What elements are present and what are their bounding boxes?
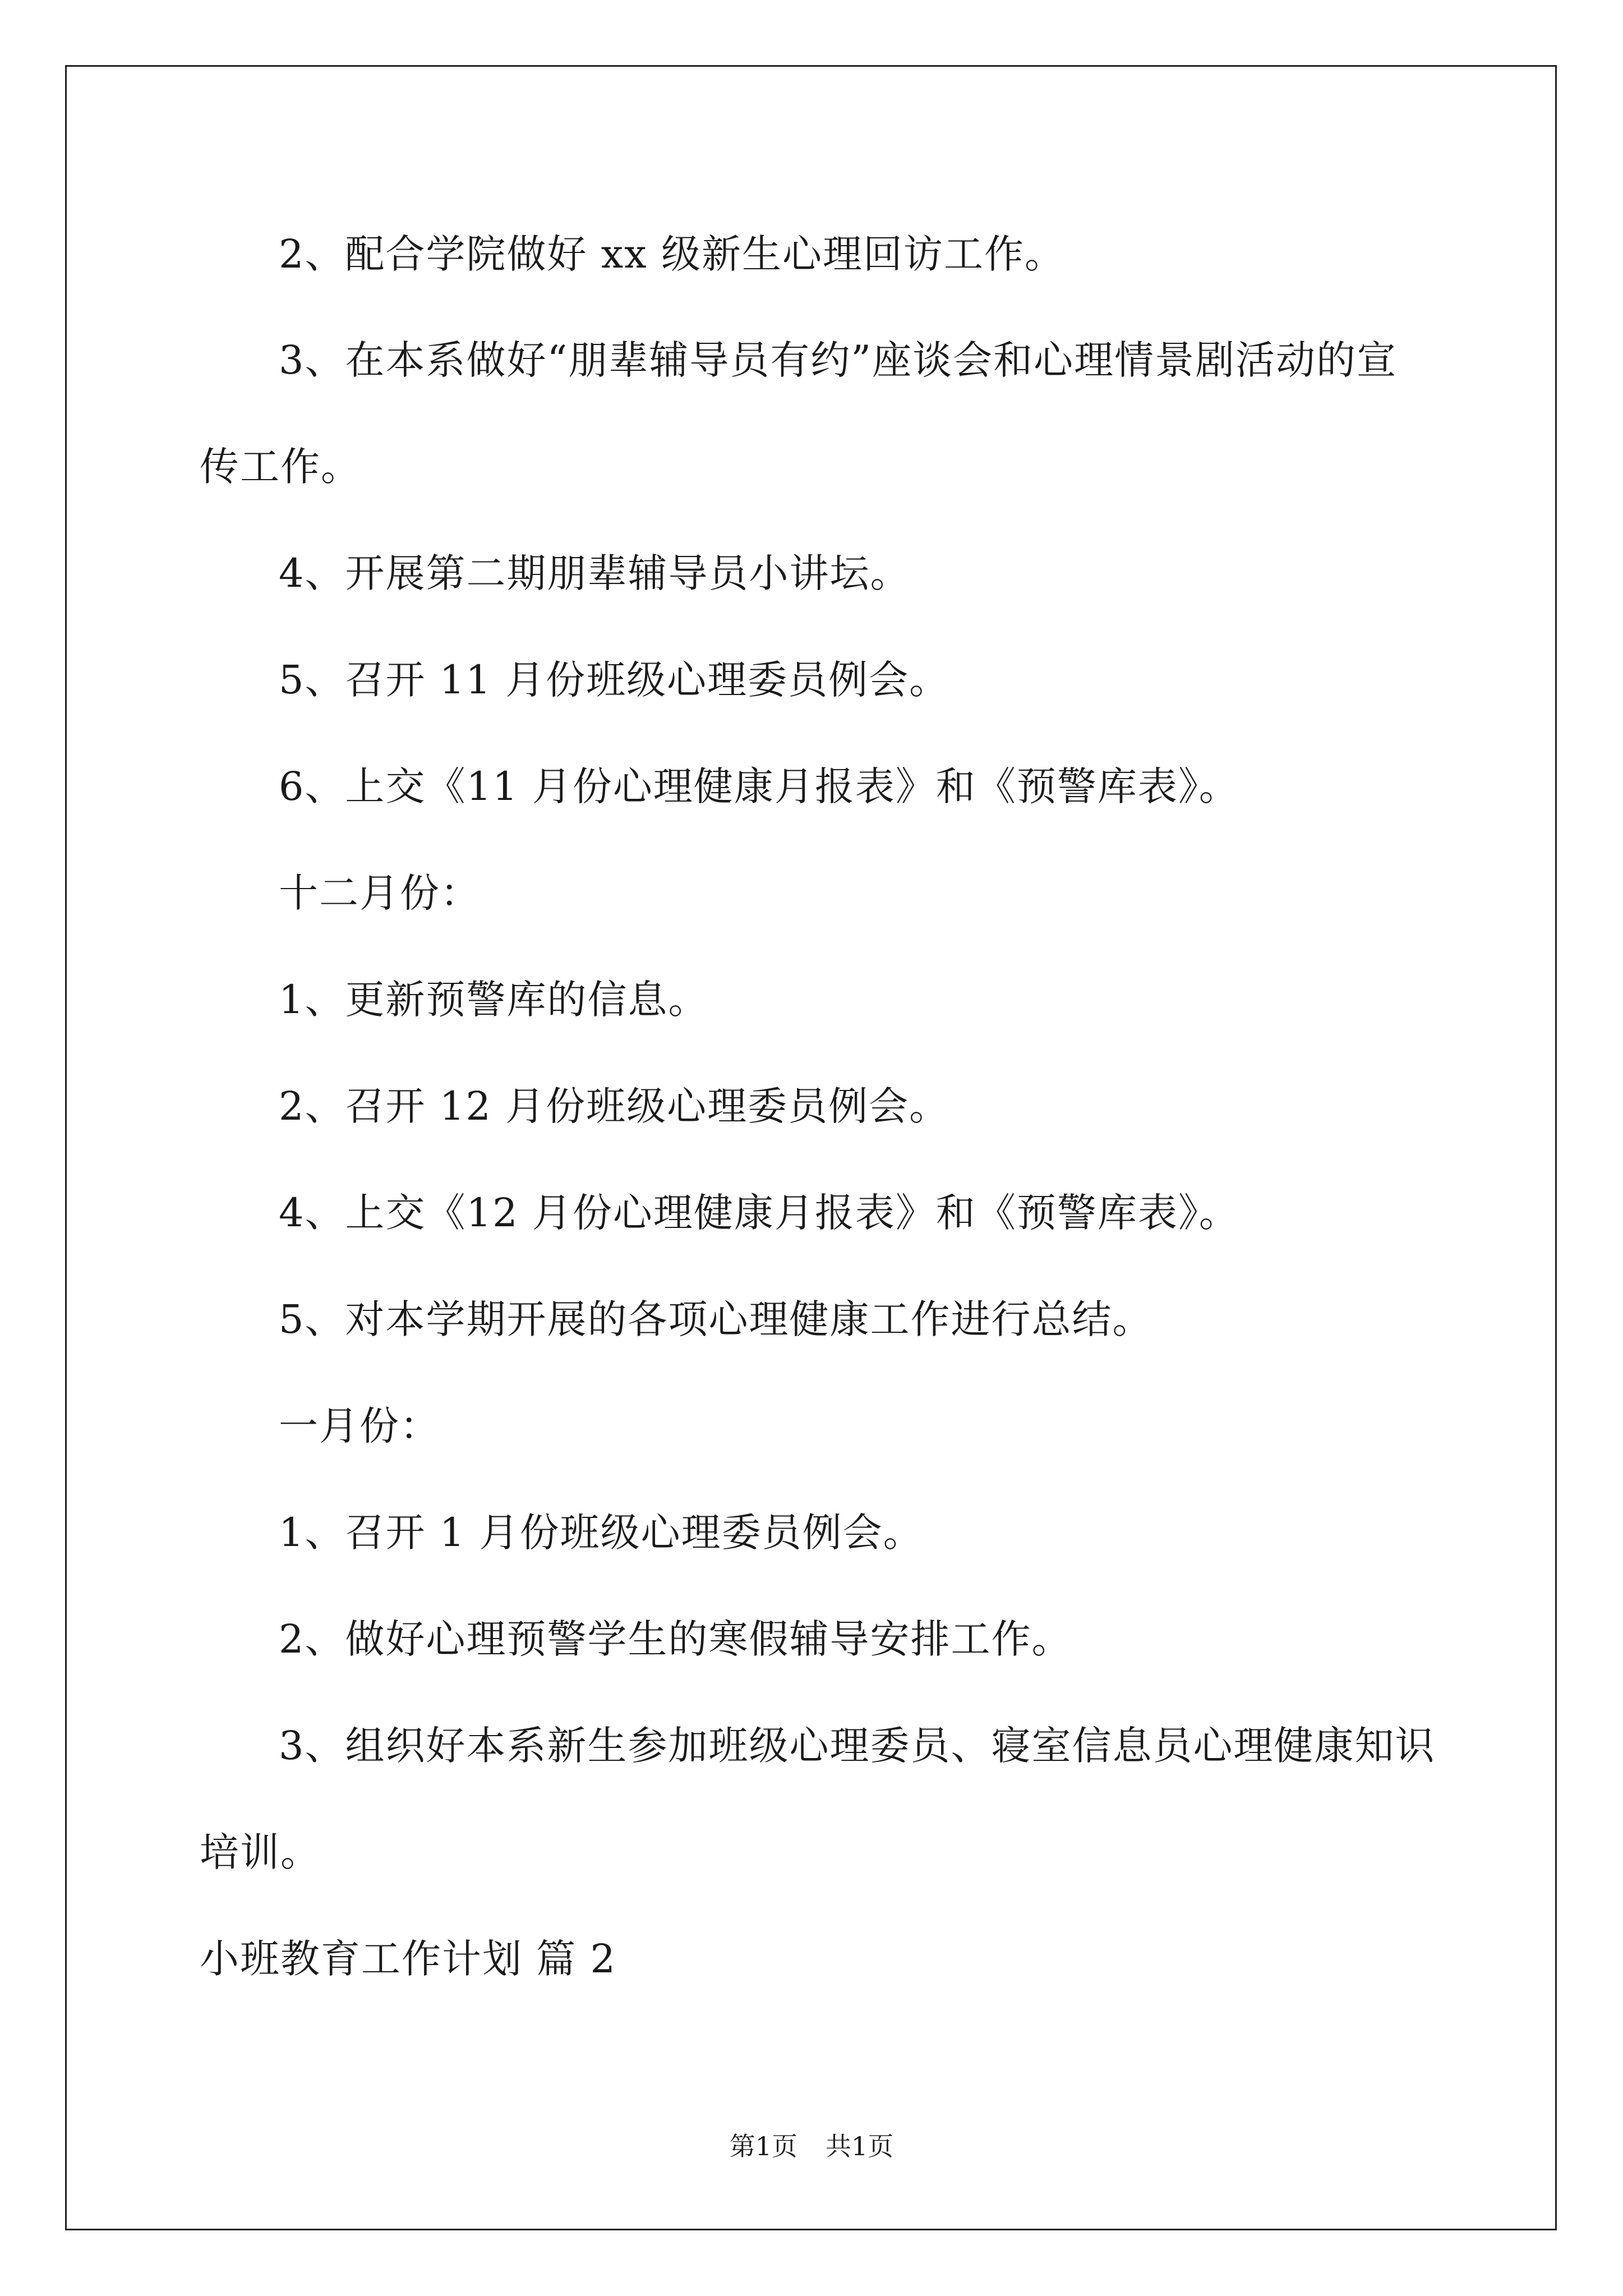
paragraph-line: 5、召开 11 月份班级心理委员例会。 (279, 657, 950, 703)
paragraph-line: 4、上交《12 月份心理健康月报表》和《预警库表》。 (279, 1190, 1239, 1236)
section-heading: 十二月份： (279, 870, 481, 916)
paragraph-line: 2、配合学院做好 xx 级新生心理回访工作。 (279, 231, 1065, 277)
paragraph-line: 1、召开 1 月份班级心理委员例会。 (279, 1510, 924, 1556)
page-number: 第1页 (729, 2131, 797, 2161)
paragraph-line: 培训。 (200, 1829, 321, 1875)
paragraph-line: 传工作。 (200, 444, 361, 490)
document-title: 小班教育工作计划 篇 2 (200, 1936, 617, 1982)
paragraph-line: 2、召开 12 月份班级心理委员例会。 (279, 1083, 950, 1129)
section-heading: 一月份： (279, 1403, 440, 1449)
paragraph-line: 2、做好心理预警学生的寒假辅导安排工作。 (279, 1616, 1072, 1662)
page-footer (0, 2133, 1623, 2159)
paragraph-line: 3、组织好本系新生参加班级心理委员、寝室信息员心理健康知识 (279, 1723, 1436, 1769)
paragraph-line: 4、开展第二期朋辈辅导员小讲坛。 (279, 550, 911, 596)
paragraph-line: 5、对本学期开展的各项心理健康工作进行总结。 (279, 1296, 1153, 1342)
paragraph-line: 6、上交《11 月份心理健康月报表》和《预警库表》。 (279, 763, 1239, 809)
paragraph-line: 1、更新预警库的信息。 (279, 977, 709, 1023)
page-total: 共1页 (826, 2131, 894, 2161)
paragraph-line: 3、在本系做好“朋辈辅导员有约”座谈会和心理情景剧活动的宣 (279, 337, 1398, 383)
